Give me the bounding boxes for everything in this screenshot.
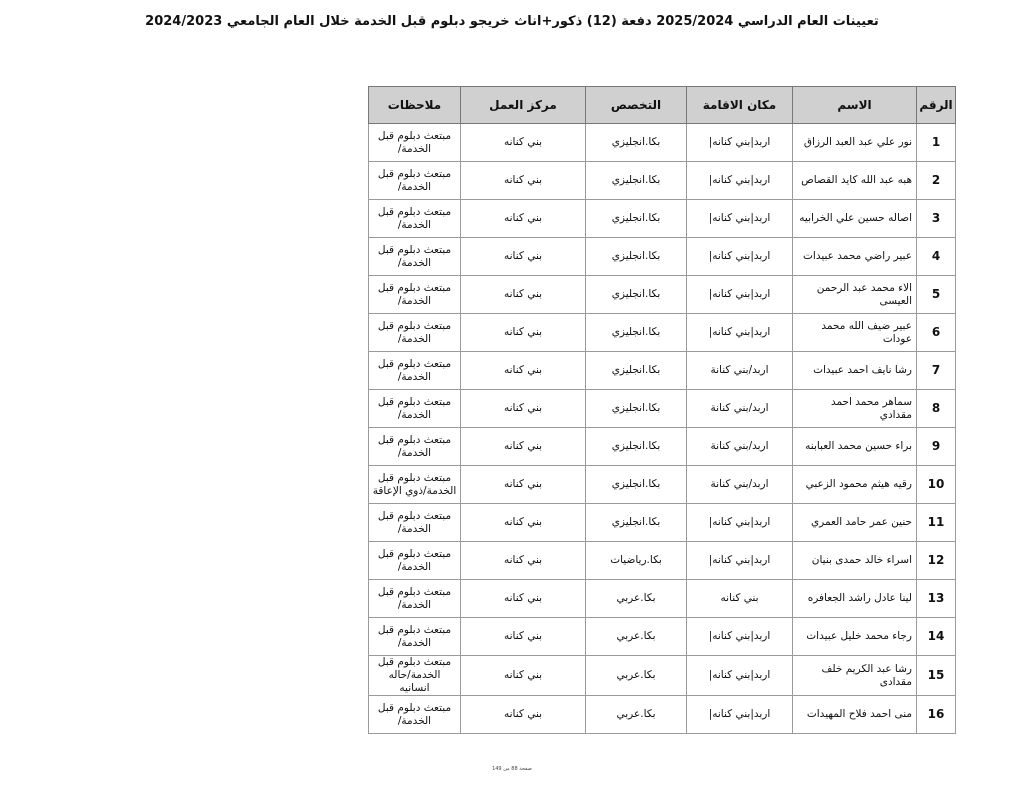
cell-specialty: بكا.انجليزي [586,314,687,352]
cell-num: 15 [917,656,956,696]
cell-residence: اربد|بني كنانه| [687,238,793,276]
cell-num: 14 [917,618,956,656]
cell-specialty: بكا.انجليزي [586,352,687,390]
cell-notes: مبتعث دبلوم قبل الخدمة/ [369,352,461,390]
table-row [369,656,956,696]
cell-specialty: بكا.انجليزي [586,466,687,504]
cell-num: 1 [917,124,956,162]
cell-residence: اربد/بني كنانة [687,428,793,466]
header-name: الاسم [793,87,917,124]
header-work-center: مركز العمل [461,87,586,124]
table-row [369,580,956,618]
cell-work-center: بني كنانه [461,200,586,238]
cell-specialty: بكا.عربي [586,580,687,618]
cell-work-center: بني كنانه [461,314,586,352]
table-row [369,428,956,466]
document-title: تعيينات العام الدراسي 2025/2024 دفعة (12) ذكور+اناث خريجو دبلوم قبل الخدمة خلال العام الجامعي 2024/2023 [145,14,879,29]
header-num: الرقم [917,87,956,124]
cell-work-center: بني كنانه [461,656,586,696]
cell-notes: مبتعث دبلوم قبل الخدمة/ [369,124,461,162]
cell-residence: اربد|بني كنانه| [687,542,793,580]
cell-notes: مبتعث دبلوم قبل الخدمة/ [369,390,461,428]
cell-name: هبه عبد الله كايد القصاص [793,162,917,200]
cell-work-center: بني كنانه [461,238,586,276]
appointments-table [368,86,956,734]
table-row [369,542,956,580]
table-body [369,124,956,734]
cell-name: منى احمد فلاح المهيدات [793,696,917,734]
cell-name: رجاء محمد خليل عبيدات [793,618,917,656]
cell-name: رشا نايف احمد عبيدات [793,352,917,390]
cell-name: اسراء خالد حمدى بنيان [793,542,917,580]
cell-name: سماهر محمد احمد مقدادي [793,390,917,428]
cell-work-center: بني كنانه [461,580,586,618]
cell-residence: بني كنانه [687,580,793,618]
cell-name: عبير راضي محمد عبيدات [793,238,917,276]
cell-specialty: بكا.انجليزي [586,200,687,238]
cell-work-center: بني كنانه [461,466,586,504]
cell-num: 10 [917,466,956,504]
cell-residence: اربد|بني كنانه| [687,162,793,200]
header-notes: ملاحظات [369,87,461,124]
cell-num: 13 [917,580,956,618]
cell-work-center: بني كنانه [461,390,586,428]
cell-specialty: بكا.انجليزي [586,124,687,162]
table-row [369,162,956,200]
cell-notes: مبتعث دبلوم قبل الخدمة/ [369,580,461,618]
cell-specialty: بكا.انجليزي [586,276,687,314]
cell-num: 8 [917,390,956,428]
cell-residence: اربد|بني كنانه| [687,696,793,734]
cell-work-center: بني كنانه [461,162,586,200]
cell-specialty: بكا.انجليزي [586,504,687,542]
cell-notes: مبتعث دبلوم قبل الخدمة/ [369,696,461,734]
table-row [369,390,956,428]
table-row [369,504,956,542]
cell-num: 12 [917,542,956,580]
cell-num: 16 [917,696,956,734]
cell-num: 2 [917,162,956,200]
cell-work-center: بني كنانه [461,276,586,314]
table-row [369,466,956,504]
cell-specialty: بكا.عربي [586,696,687,734]
cell-work-center: بني كنانه [461,696,586,734]
cell-num: 5 [917,276,956,314]
cell-num: 4 [917,238,956,276]
cell-notes: مبتعث دبلوم قبل الخدمة/حاله انسانيه [369,656,461,696]
cell-name: عبير ضيف الله محمد عودات [793,314,917,352]
cell-notes: مبتعث دبلوم قبل الخدمة/ [369,618,461,656]
cell-name: براء حسين محمد العبابنه [793,428,917,466]
cell-residence: اربد/بني كنانة [687,352,793,390]
cell-residence: اربد/بني كنانة [687,390,793,428]
cell-residence: اربد|بني كنانه| [687,124,793,162]
cell-notes: مبتعث دبلوم قبل الخدمة/ [369,200,461,238]
cell-name: الاء محمد عبد الرحمن العيسى [793,276,917,314]
cell-work-center: بني كنانه [461,428,586,466]
table-header-row [369,87,956,124]
cell-name: حنين عمر حامد العمري [793,504,917,542]
header-specialty: التخصص [586,87,687,124]
cell-notes: مبتعث دبلوم قبل الخدمة/ [369,504,461,542]
cell-residence: اربد|بني كنانه| [687,314,793,352]
cell-residence: اربد|بني كنانه| [687,618,793,656]
table-row [369,352,956,390]
cell-num: 9 [917,428,956,466]
table-row [369,276,956,314]
cell-specialty: بكا.انجليزي [586,238,687,276]
cell-specialty: بكا.انجليزي [586,428,687,466]
cell-residence: اربد|بني كنانه| [687,276,793,314]
cell-work-center: بني كنانه [461,124,586,162]
cell-name: رشا عبد الكريم خلف مقدادى [793,656,917,696]
cell-work-center: بني كنانه [461,618,586,656]
cell-name: لينا عادل راشد الجعافره [793,580,917,618]
cell-num: 11 [917,504,956,542]
cell-name: اصاله حسين علي الخرابيه [793,200,917,238]
cell-notes: مبتعث دبلوم قبل الخدمة/ [369,314,461,352]
cell-specialty: بكا.عربي [586,656,687,696]
cell-num: 6 [917,314,956,352]
cell-specialty: بكا.انجليزي [586,390,687,428]
table-row [369,238,956,276]
cell-name: نور علي عبد العبد الرزاق [793,124,917,162]
table-row [369,314,956,352]
cell-notes: مبتعث دبلوم قبل الخدمة/ذوي الإعاقة [369,466,461,504]
cell-specialty: بكا.انجليزي [586,162,687,200]
cell-name: رقيه هيثم محمود الزعبي [793,466,917,504]
cell-notes: مبتعث دبلوم قبل الخدمة/ [369,238,461,276]
cell-residence: اربد|بني كنانه| [687,656,793,696]
table-row [369,696,956,734]
page-footer: صفحة 88 من 149 [492,766,532,772]
table-row [369,124,956,162]
cell-residence: اربد/بني كنانة [687,466,793,504]
cell-specialty: بكا.عربي [586,618,687,656]
cell-work-center: بني كنانه [461,542,586,580]
cell-work-center: بني كنانه [461,504,586,542]
cell-notes: مبتعث دبلوم قبل الخدمة/ [369,428,461,466]
cell-specialty: بكا.رياضيات [586,542,687,580]
cell-num: 7 [917,352,956,390]
header-residence: مكان الاقامة [687,87,793,124]
cell-residence: اربد|بني كنانه| [687,504,793,542]
cell-notes: مبتعث دبلوم قبل الخدمة/ [369,162,461,200]
cell-residence: اربد|بني كنانه| [687,200,793,238]
cell-notes: مبتعث دبلوم قبل الخدمة/ [369,276,461,314]
cell-notes: مبتعث دبلوم قبل الخدمة/ [369,542,461,580]
table-row [369,618,956,656]
table-row [369,200,956,238]
cell-num: 3 [917,200,956,238]
cell-work-center: بني كنانه [461,352,586,390]
